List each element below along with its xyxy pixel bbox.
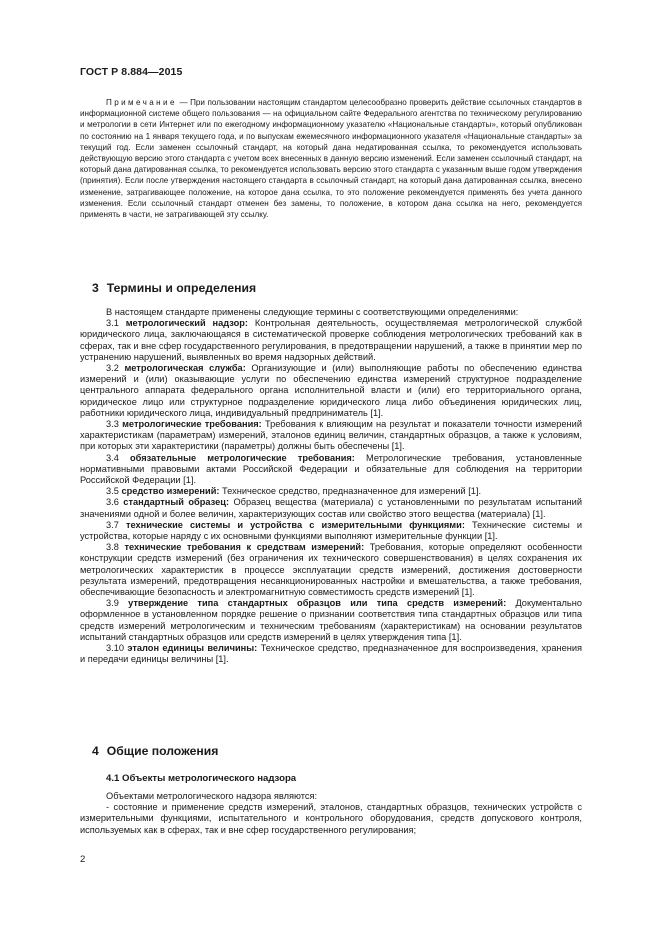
- subsection-title: Объекты метрологического надзора: [122, 773, 297, 784]
- subsection-4-1-heading: [106, 773, 296, 784]
- term-definition: [80, 520, 582, 542]
- term-text: Образец вещества (материала) с установленными по результатам испытаний значениями одной и более величин, характеризующих состав или свойство этого вещества (материала) [1].: [80, 497, 583, 519]
- term-number: 3.6: [106, 497, 119, 508]
- term-name: обязательные метрологические требования:: [130, 452, 355, 463]
- term-name: метрологическая служба:: [124, 363, 246, 374]
- term-definition: [80, 363, 582, 419]
- page-number: 2: [80, 854, 86, 865]
- term-definition: [80, 453, 582, 487]
- section-4-heading: [92, 744, 218, 758]
- section-3-body: [80, 307, 582, 666]
- term-text: Техническое средство, предназначенное для измерений [1].: [222, 486, 482, 497]
- section-title: Общие положения: [106, 744, 219, 758]
- term-number: 3.4: [106, 452, 119, 463]
- subsection-number: 4.1: [106, 773, 120, 784]
- section-intro: Объектами метрологического надзора являются:: [106, 791, 318, 801]
- term-definition: [80, 542, 582, 598]
- term-text: Требования, которые определяют особенности конструкции средств измерений (без ограничения их технического совершенствования) в целях сохранения их метрологических характеристик в процессе эксплуатации средств измерений, достижения достоверности результата измерений, предотвращения несанкционированных настройки и вмешательства, а также требования, обеспечивающие безопасность и электромагнитную совместимость средств измерений [1].: [80, 542, 582, 598]
- term-number: 3.1: [106, 318, 119, 329]
- term-text: Контрольная деятельность, осуществляемая метрологической службой юридического лица, заключающаяся в систематической проверке соблюдения метрологических требований как в сферах, так и вне сфер государственного регулирования, в предотвращении нарушений, а также в принятии мер по устранению нарушений, выявленных во время надзорных действий.: [80, 318, 583, 362]
- section-title: Термины и определения: [106, 281, 257, 295]
- term-definition: [80, 318, 582, 363]
- term-text: Организующие и (или) выполняющие работы по обеспечению единства измерений и (или) оказывающие услуги по обеспечению единства измерений структурное подразделение центрального аппарата федерального органа исполнительной власти и (или) его территориального органа, юридическое лицо или структурное подразделение юридического лица либо объединения юридических лиц, работники юридического лица, индивидуальный предприниматель [1].: [80, 363, 582, 418]
- term-definition: [80, 486, 582, 497]
- term-name: метрологические требования:: [122, 419, 262, 430]
- term-text: Документально оформленное в установленном порядке решение о признании соответствия типа стандартных образцов или типа средств измерений метрологическим и техническим требованиям (характеристикам) на основании результатов испытаний стандартных образцов или средств измерений в целях утверждения типа [1].: [80, 598, 582, 642]
- document-header: ГОСТ Р 8.884—2015: [80, 66, 183, 78]
- note-text: — При пользовании настоящим стандартом целесообразно проверить действие ссылочных стандартов в информационной системе общего пользования — на официальном сайте Федерального агентства по техническому регулированию и метрологии в сети Интернет или по ежегодному информационному указателю «Национальные стандарты», который опубликован по состоянию на 1 января текущего года, и по выпускам ежемесячного информационного указателя «Национальные стандарты» за текущий год. Если заменен ссылочный стандарт, на который дана недатированная ссылка, то рекомендуется использовать действующую версию этого стандарта с учетом всех внесенных в данную версию изменений. Если заменен ссылочный стандарт, на который дана датированная ссылка, то рекомендуется использовать версию этого стандарта с указанным выше годом утверждения (принятия). Если после утверждения настоящего стандарта в ссылочный стандарт, на который дана датированная ссылка, внесено изменение, затрагивающее положение, на которое дана ссылка, то это положение рекомендуется применять без учета данного изменения. Если ссылочный стандарт отменен без замены, то положение, в котором дана ссылка на него, рекомендуется применять в части, не затрагивающей эту ссылку.: [80, 98, 582, 220]
- section-number: 3: [92, 281, 99, 295]
- term-name: утверждение типа стандартных образцов или типа средств измерений:: [128, 598, 507, 609]
- term-definition: [80, 643, 582, 665]
- list-item: - состояние и применение средств измерений, эталонов, стандартных образцов, технических устройств с измерительными функциями, испытательного и контрольного оборудования, средств допускового контроля, используемых как в сферах, так и вне сфер государственного регулирования;: [80, 802, 582, 835]
- term-number: 3.9: [106, 598, 119, 609]
- term-number: 3.7: [106, 519, 119, 530]
- term-text: Метрологические требования, установленные нормативными правовыми актами Российской Федерации и обязательные для соблюдения на территории Российской Федерации [1].: [80, 452, 583, 486]
- term-definition: [80, 598, 582, 643]
- term-number: 3.8: [106, 542, 119, 553]
- term-name: технические системы и устройства с измерительными функциями:: [125, 519, 465, 530]
- term-text: Технические системы и устройства, которые наряду с их основными функциями выполняют измерительные функции [1].: [80, 519, 583, 542]
- term-number: 3.10: [106, 643, 125, 654]
- section-number: 4: [92, 744, 99, 758]
- term-text: Техническое средство, предназначенное для воспроизведения, хранения и передачи единицы величины [1].: [80, 643, 583, 665]
- section-3-heading: [92, 281, 256, 295]
- note-paragraph: [80, 97, 582, 220]
- term-name: технические требования к средствам измерений:: [124, 542, 365, 553]
- term-name: средство измерений:: [121, 486, 220, 497]
- note-lead: Примечание: [106, 98, 177, 107]
- term-text: Требования к влияющим на результат и показатели точности измерений характеристикам (параметрам) измерений, эталонов единиц величин, стандартных образцов, а также к условиям, при которых эти характеристики (параметры) должны быть обеспечены [1].: [80, 419, 582, 452]
- term-number: 3.2: [106, 363, 119, 374]
- term-definition: [80, 497, 582, 519]
- section-4-body: [80, 791, 582, 836]
- term-definition: [80, 419, 582, 453]
- term-number: 3.5: [106, 486, 119, 497]
- section-intro: В настоящем стандарте применены следующие термины с соответствующими определениями:: [106, 307, 519, 317]
- term-number: 3.3: [106, 419, 119, 430]
- term-name: эталон единицы величины:: [127, 643, 258, 654]
- term-name: стандартный образец:: [123, 497, 230, 508]
- term-name: метрологический надзор:: [125, 318, 248, 329]
